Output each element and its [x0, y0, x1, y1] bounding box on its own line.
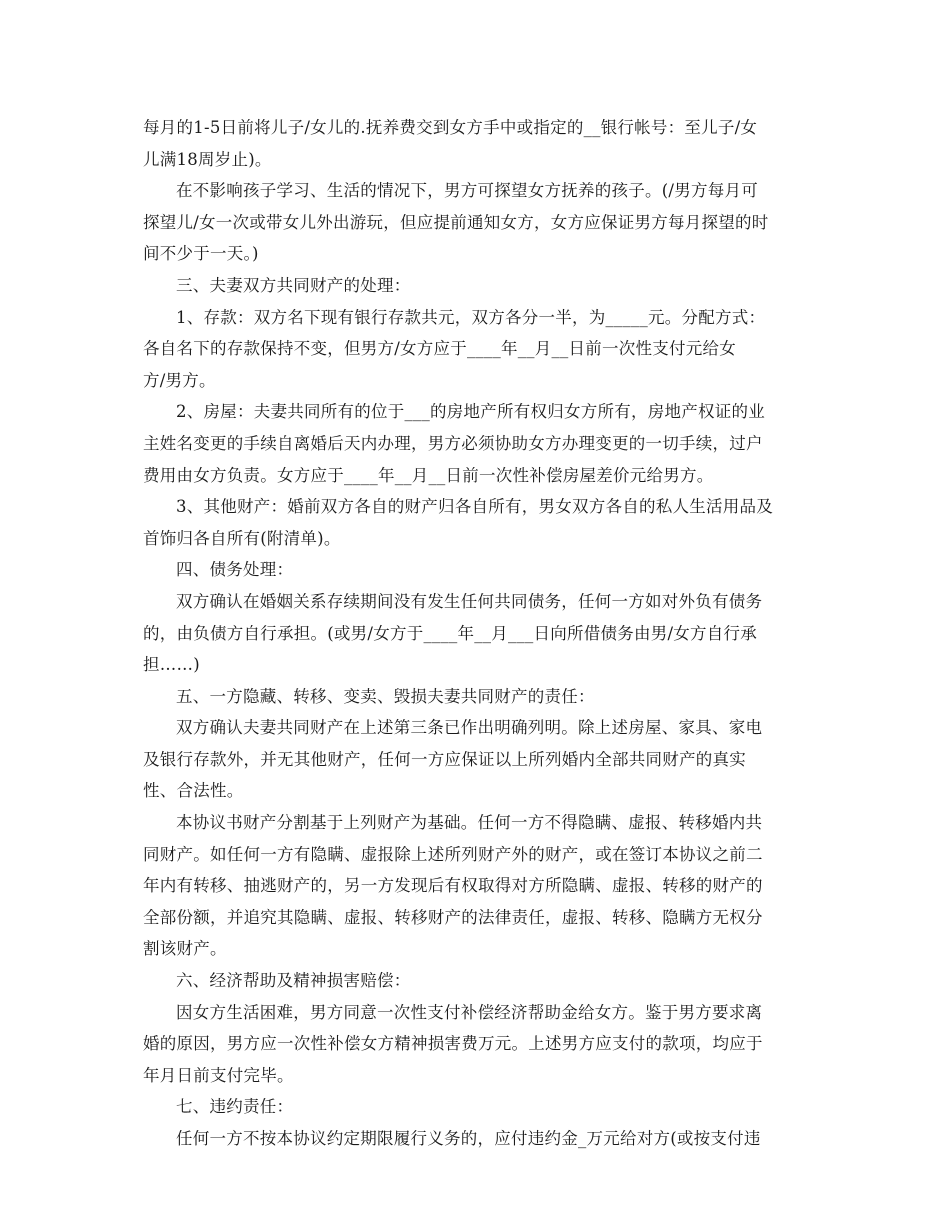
- text-line: 儿满18周岁止)。: [143, 149, 272, 169]
- text-line: 性、合法性。: [143, 781, 244, 801]
- text-line: 年内有转移、抽逃财产的，另一方发现后有权取得对方所隐瞒、虚报、转移的财产的: [143, 876, 763, 896]
- text-line: 本协议书财产分割基于上列财产为基础。任何一方不得隐瞒、虚报、转移婚内共: [176, 813, 763, 833]
- text-line: 主姓名变更的手续自离婚后天内办理，男方必须协助女方办理变更的一切手续，过户: [143, 433, 763, 453]
- section-heading: 六、经济帮助及精神损害赔偿：: [176, 971, 411, 991]
- text-line: 的，由负债方自行承担。(或男/女方于____年__月___日向所借债务由男/女方自行承: [143, 623, 758, 643]
- text-line: 全部份额，并追究其隐瞒、虚报、转移财产的法律责任，虚报、转移、隐瞒方无权分: [143, 907, 763, 927]
- text-line: 及银行存款外，并无其他财产，任何一方应保证以上所列婚内全部共同财产的真实: [143, 749, 746, 769]
- section-heading: 五、一方隐藏、转移、变卖、毁损夫妻共同财产的责任：: [176, 686, 595, 706]
- text-line: 间不少于一天。): [143, 244, 259, 264]
- text-line: 年月日前支付完毕。: [143, 1065, 294, 1085]
- text-line: 2、房屋：夫妻共同所有的位于___的房地产所有权归女方所有，房地产权证的业: [176, 402, 765, 422]
- text-line: 婚的原因，男方应一次性补偿女方精神损害费万元。上述男方应支付的款项，均应于: [143, 1034, 763, 1054]
- text-line: 各自名下的存款保持不变，但男方/女方应于____年__月__日前一次性支付元给女: [143, 339, 737, 359]
- text-line: 1、存款：双方名下现有银行存款共元，双方各分一半，为_____元。分配方式：: [176, 307, 766, 327]
- section-heading: 四、债务处理：: [176, 560, 294, 580]
- document-body: [143, 112, 803, 1155]
- text-line: 双方确认在婚姻关系存续期间没有发生任何共同债务，任何一方如对外负有债务: [176, 591, 763, 611]
- text-line: 因女方生活困难，男方同意一次性支付补偿经济帮助金给女方。鉴于男方要求离: [176, 1002, 763, 1022]
- text-line: 双方确认夫妻共同财产在上述第三条已作出明确列明。除上述房屋、家具、家电: [176, 718, 763, 738]
- text-line: 方/男方。: [143, 370, 216, 390]
- text-line: 同财产。如任何一方有隐瞒、虚报除上述所列财产外的财产，或在签订本协议之前二: [143, 844, 763, 864]
- text-line: 在不影响孩子学习、生活的情况下，男方可探望女方抚养的孩子。(/男方每月可: [176, 181, 758, 201]
- text-line: 探望儿/女一次或带女儿外出游玩，但应提前通知女方，女方应保证男方每月探望的时: [143, 212, 769, 232]
- text-line: 每月的1-5日前将儿子/女儿的.抚养费交到女方手中或指定的__银行帐号：至儿子/女: [143, 118, 758, 137]
- text-line: 任何一方不按本协议约定期限履行义务的，应付违约金_万元给对方(或按支付违: [176, 1129, 761, 1148]
- section-heading: 三、夫妻双方共同财产的处理：: [176, 275, 411, 295]
- text-line: 担……): [143, 655, 200, 675]
- text-line: 费用由女方负责。女方应于____年__月__日前一次性补偿房屋差价元给男方。: [143, 465, 714, 485]
- section-heading: 七、违约责任：: [176, 1097, 294, 1117]
- text-line: 首饰归各自所有(附清单)。: [143, 528, 341, 548]
- text-line: 3、其他财产：婚前双方各自的财产归各自所有，男女双方各自的私人生活用品及: [176, 497, 773, 517]
- text-line: 割该财产。: [143, 939, 227, 959]
